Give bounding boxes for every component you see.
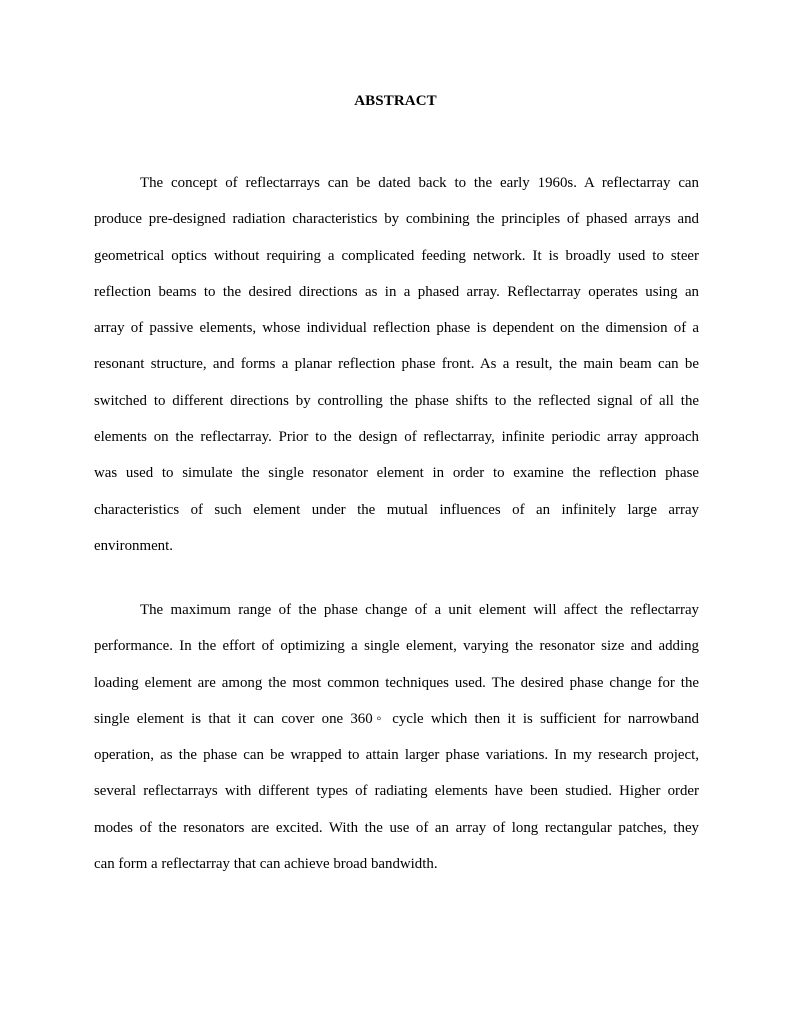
- text-line: resonant structure, and forms a planar reflection phase front. As a result, the main beam can be: [94, 356, 699, 373]
- text-line: environment.: [94, 537, 173, 554]
- text-line: modes of the resonators are excited. With the use of an array of long rectangular patches, they: [94, 819, 699, 836]
- text-line: The maximum range of the phase change of a unit element will affect the reflectarray: [140, 602, 699, 618]
- text-line: was used to simulate the single resonator element in order to examine the reflection phase: [94, 465, 699, 482]
- abstract-heading: ABSTRACT: [354, 93, 437, 109]
- text-line: several reflectarrays with different types of radiating elements have been studied. Higher order: [94, 783, 699, 800]
- paragraph-1: [94, 175, 699, 574]
- text-line: characteristics of such element under the mutual influences of an infinitely large array: [94, 501, 699, 518]
- text-line: elements on the reflectarray. Prior to the design of reflectarray, infinite periodic array approach: [94, 429, 699, 446]
- text-line: reflection beams to the desired directions as in a phased array. Reflectarray operates using an: [94, 283, 699, 300]
- text-line: produce pre-designed radiation characteristics by combining the principles of phased arrays and: [94, 211, 699, 228]
- text-line: loading element are among the most common techniques used. The desired phase change for the: [94, 674, 699, 691]
- text-line: geometrical optics without requiring a complicated feeding network. It is broadly used to steer: [94, 247, 699, 264]
- text-line: array of passive elements, whose individual reflection phase is dependent on the dimension of a: [94, 320, 699, 337]
- text-line: performance. In the effort of optimizing a single element, varying the resonator size and adding: [94, 638, 699, 655]
- text-line: The concept of reflectarrays can be dated back to the early 1960s. A reflectarray can: [140, 175, 699, 191]
- text-line: can form a reflectarray that can achieve broad bandwidth.: [94, 856, 438, 873]
- text-line: switched to different directions by controlling the phase shifts to the reflected signal of all the: [94, 392, 699, 409]
- text-line: single element is that it can cover one 360◦ cycle which then it is sufficient for narrowband: [94, 710, 699, 727]
- paragraph-2: [94, 602, 699, 892]
- text-line: operation, as the phase can be wrapped to attain larger phase variations. In my research project,: [94, 747, 699, 764]
